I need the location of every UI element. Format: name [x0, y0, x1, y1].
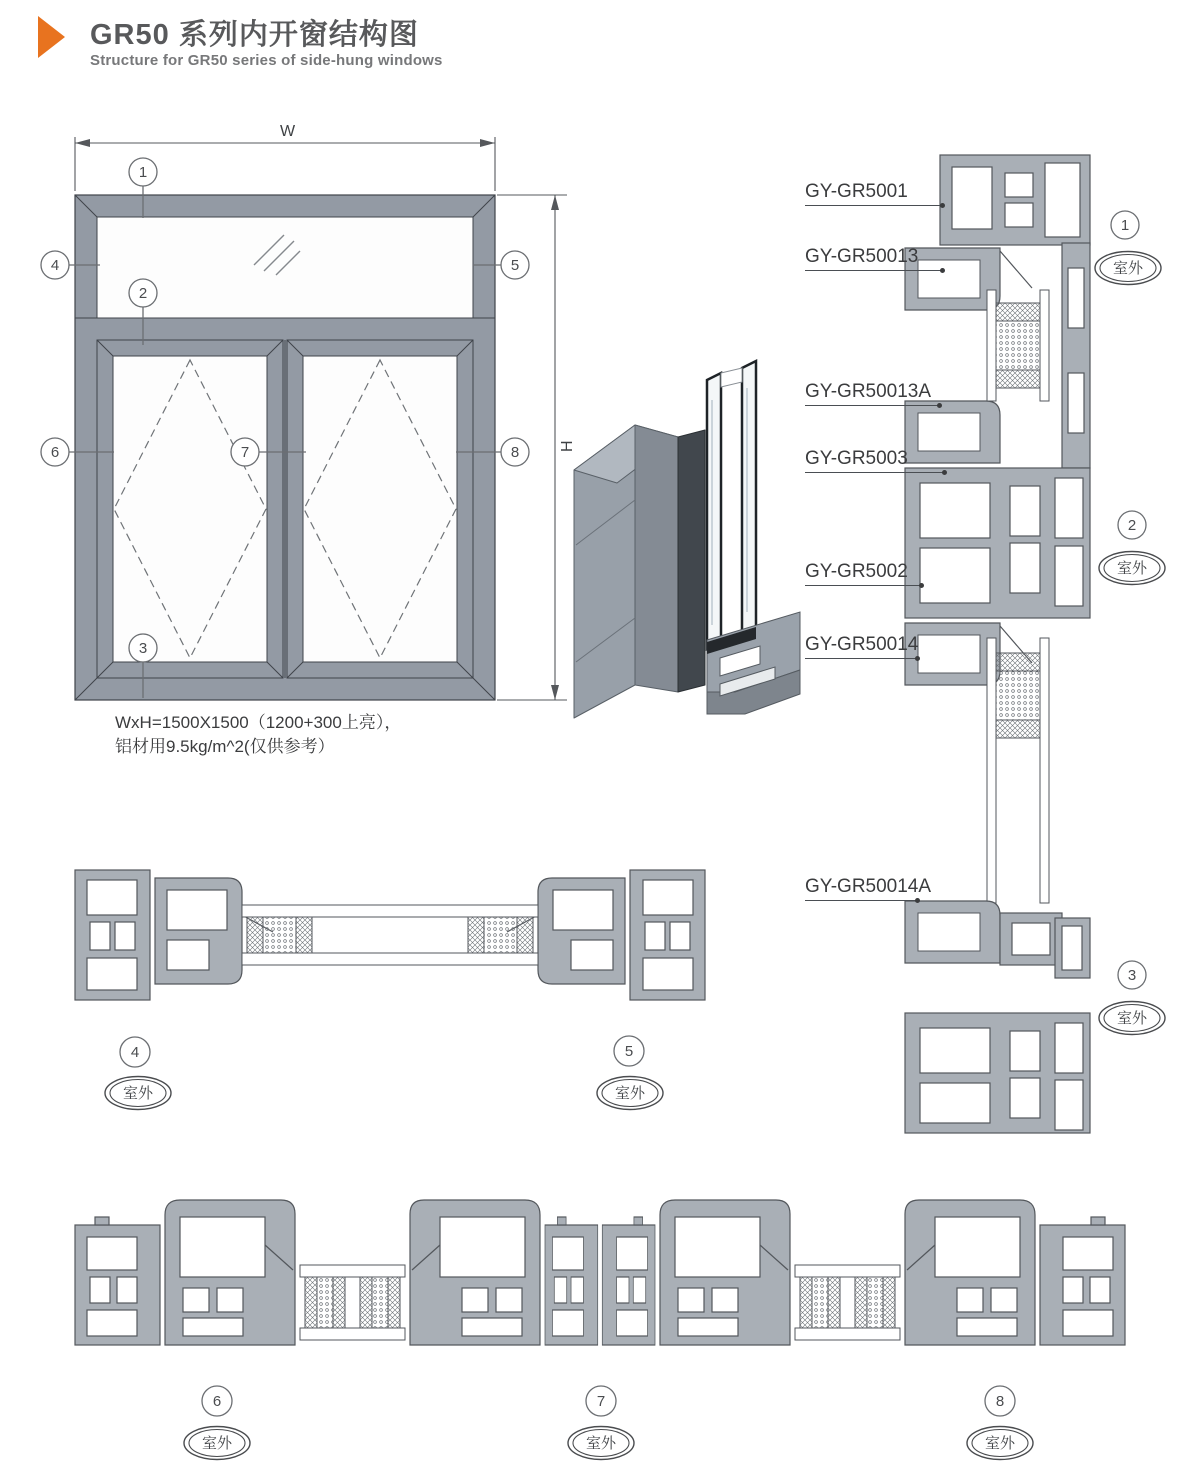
- glazing-panes: [707, 361, 756, 649]
- outdoor-badge: 室外: [585, 1435, 617, 1452]
- outer-frame-right: [1040, 1217, 1125, 1345]
- page-title: GR50 系列内开窗结构图: [90, 19, 419, 51]
- dim-width-label: W: [280, 123, 296, 140]
- callout-1: 1: [138, 164, 148, 181]
- outdoor-badge: 室外: [984, 1435, 1016, 1452]
- sash-3: [660, 1200, 790, 1345]
- profile-label-gr50013a: GY-GR50013A: [805, 381, 940, 406]
- profile-label-gr5001: GY-GR5001: [805, 181, 943, 206]
- callout-8: 8: [510, 444, 520, 461]
- svg-text:5: 5: [624, 1043, 634, 1060]
- profile-corner-3d-render: [560, 340, 825, 725]
- callout-2: 2: [138, 285, 148, 302]
- section-callout-3: [1099, 961, 1165, 1035]
- casement-glazing-unit: [987, 638, 1049, 903]
- svg-text:4: 4: [130, 1044, 140, 1061]
- sash-4: [905, 1200, 1035, 1345]
- svg-text:2: 2: [1127, 517, 1137, 534]
- profile-label-gr50014: GY-GR50014: [805, 634, 918, 659]
- outdoor-badge: 室外: [122, 1085, 154, 1102]
- fixed-glazing-unit: [987, 290, 1049, 401]
- profile-label-gr5003: GY-GR5003: [805, 448, 945, 473]
- profile-label-gr5002: GY-GR5002: [805, 561, 922, 586]
- section-callout-1: [1095, 211, 1161, 285]
- outdoor-badge: 室外: [1116, 1010, 1148, 1027]
- svg-text:1: 1: [1120, 217, 1130, 234]
- glazing-unit-left: [300, 1265, 405, 1340]
- fixed-light-horizontal-section: [60, 860, 720, 1115]
- dim-height-label: H: [559, 440, 576, 452]
- window-elevation-drawing: [30, 115, 590, 715]
- left-jamb-profile: [75, 870, 273, 1000]
- transom-profile: [905, 468, 1090, 618]
- sash-1: [165, 1200, 295, 1345]
- callout-5: 5: [510, 257, 520, 274]
- svg-text:8: 8: [995, 1393, 1005, 1410]
- callout-4: 4: [50, 257, 60, 274]
- window-frame: [75, 195, 495, 700]
- callout-3: 3: [138, 640, 148, 657]
- svg-text:7: 7: [596, 1393, 606, 1410]
- section-callout-7: [568, 1386, 634, 1460]
- right-jamb-profile: [507, 870, 705, 1000]
- profile-label-gr50014a: GY-GR50014A: [805, 876, 918, 901]
- center-mullion: [545, 1217, 655, 1345]
- svg-text:3: 3: [1127, 967, 1137, 984]
- section-callout-6: [184, 1386, 250, 1460]
- frame-corner-body: [574, 425, 705, 718]
- profile-label-gr50013: GY-GR50013: [805, 246, 943, 271]
- callout-7: 7: [240, 444, 250, 461]
- casement-sash-lower: [905, 901, 1000, 963]
- outdoor-badge: 室外: [201, 1435, 233, 1452]
- outdoor-badge: 室外: [1116, 560, 1148, 577]
- casement-horizontal-section: [60, 1185, 1150, 1469]
- section-callout-4: [105, 1037, 171, 1110]
- outer-frame-left: [75, 1217, 160, 1345]
- glazing-unit-right: [795, 1265, 900, 1340]
- size-note-line2: 铝材用9.5kg/m^2(仅供参考）: [115, 737, 335, 756]
- outdoor-badge: 室外: [1112, 260, 1144, 277]
- size-note: [115, 711, 401, 759]
- outdoor-badge: 室外: [614, 1085, 646, 1102]
- section-callout-2: [1099, 511, 1165, 585]
- callout-6: 6: [50, 444, 60, 461]
- accent-triangle-icon: [38, 16, 65, 58]
- svg-text:6: 6: [212, 1393, 222, 1410]
- sash-2: [410, 1200, 540, 1345]
- section-callout-5: [597, 1036, 663, 1110]
- page-subtitle: Structure for GR50 series of side-hung windows: [90, 52, 443, 69]
- size-note-line1: WxH=1500X1500（1200+300上亮），: [115, 713, 402, 732]
- glazing-unit: [242, 905, 538, 965]
- section-callout-8: [967, 1386, 1033, 1460]
